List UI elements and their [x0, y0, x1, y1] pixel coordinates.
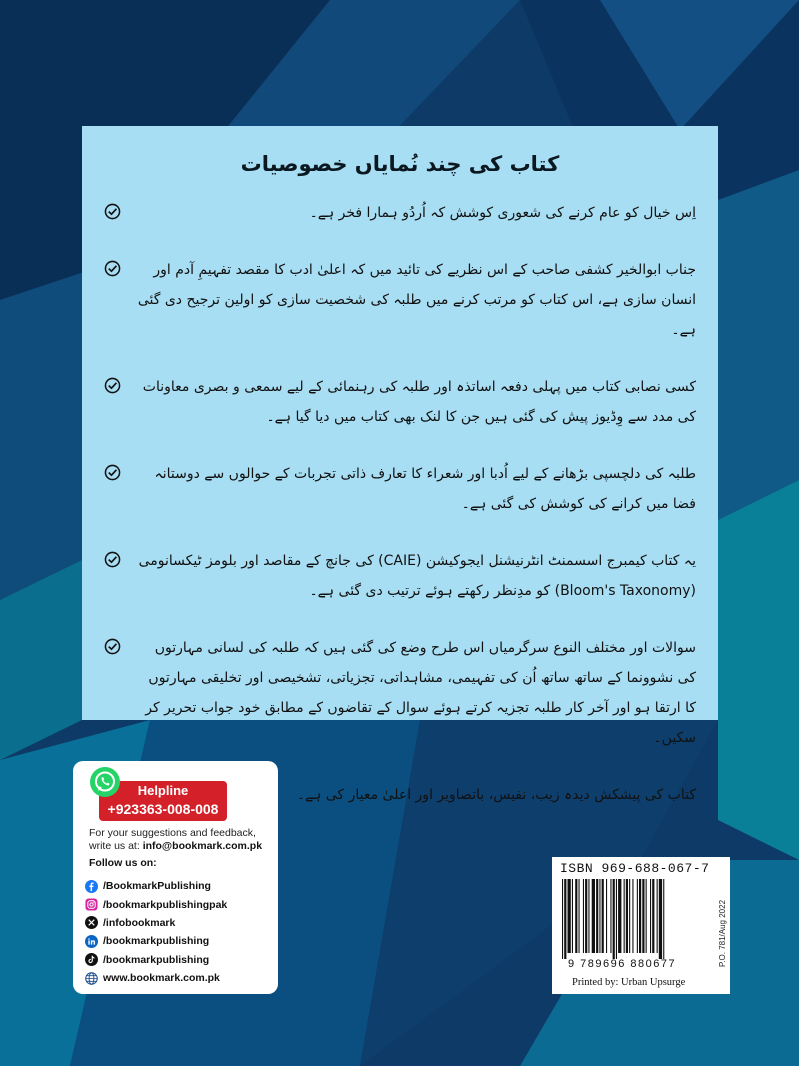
social-label: /bookmarkpublishing [103, 935, 210, 948]
barcode-bar [659, 879, 662, 959]
barcode-bar [610, 879, 611, 953]
social-label: /bookmarkpublishing [103, 953, 210, 966]
barcode-bar [632, 879, 633, 953]
barcode-bar [572, 879, 573, 953]
social-facebook[interactable] [85, 877, 227, 895]
feature-text: طلبہ کی دلچسپی بڑھانے کے لیے اُدبا اور شعراء کا تعارف ذاتی تجربات کے حوالوں سے دوستانہ فضا میں کرانے کی کوشش کی گئی ہے۔ [154, 466, 696, 512]
contact-box [73, 761, 278, 994]
tiktok-icon [85, 953, 98, 966]
barcode-bar [596, 879, 598, 953]
whatsapp-icon [89, 766, 121, 798]
feature-text: کسی نصابی کتاب میں پہلی دفعہ اساتذہ اور طلبہ کی رہنمائی کے لیے سمعی و بصری معاونات کی مدد سے وِڈیوز پیش کی گئی ہیں جن کا لنک بھی کتاب میں دیا گیا ہے۔ [142, 379, 696, 425]
barcode-bar [616, 879, 617, 959]
barcode-bar [618, 879, 621, 953]
feature-item [104, 633, 696, 753]
barcode-bar [585, 879, 587, 953]
social-label: www.bookmark.com.pk [103, 972, 220, 985]
x-icon [85, 916, 98, 929]
social-list [85, 877, 227, 987]
social-label: /BookmarkPublishing [103, 880, 211, 893]
feature-item [104, 459, 696, 519]
feature-text: اِس خیال کو عام کرنے کی شعوری کوشش کہ اُردُو ہمارا فخر ہے۔ [309, 205, 696, 221]
barcode-bar [626, 879, 628, 953]
barcode-bar [599, 879, 600, 953]
barcode-bar [663, 879, 664, 959]
barcode-bar [579, 879, 580, 953]
feature-item [104, 546, 696, 606]
barcode-bar [639, 879, 641, 953]
barcode-bar [583, 879, 584, 953]
feature-text: کتاب کی پیشکش دیدہ زیب، نفیس، باتصاویر اور اعلیٰ معیار کی ہے۔ [296, 787, 696, 803]
feature-item [104, 372, 696, 432]
facebook-icon [85, 880, 98, 893]
social-tiktok[interactable] [85, 951, 227, 969]
helpline-label: Helpline [137, 783, 189, 798]
isbn-digits: 9 789696 880677 [568, 958, 677, 970]
check-circle-icon [104, 638, 121, 655]
feedback-text [89, 827, 269, 853]
check-circle-icon [104, 260, 121, 277]
follow-label: Follow us on: [89, 857, 157, 869]
feature-text: سوالات اور مختلف النوع سرگرمیاں اس طرح وضع کی گئی ہیں کہ طلبہ کی لسانی مہارتوں کی نشوونما کے ساتھ ساتھ اُن کی تفہیمی، مشاہداتی، تجزیاتی، تشخیصی اور تخلیقی مہارتوں کا ارتقا ہو اور آخر کار طلبہ تجزیہ کرتے ہوئے سوال کے تقاضوں کے مطابق خود جواب تحریر کر سکیں۔ [145, 640, 696, 746]
social-label: /bookmarkpublishingpak [103, 898, 228, 911]
check-circle-icon [104, 203, 121, 220]
barcode-bar [588, 879, 589, 953]
barcode-bar [564, 879, 566, 959]
barcode-bar [592, 879, 595, 953]
features-list [104, 198, 696, 810]
barcode-icon [560, 879, 710, 959]
barcode-bar [575, 879, 577, 953]
printed-by: Printed by: Urban Upsurge [572, 977, 686, 988]
check-circle-icon [104, 377, 121, 394]
email-link[interactable]: info@bookmark.com.pk [142, 840, 263, 852]
feature-text: جناب ابوالخیر کشفی صاحب کے اس نظریے کی تائید میں کہ اعلیٰ ادب کا مقصد تفہیمِ آدم اور انسان سازی ہے، اس کتاب کو مرتب کرنے میں طلبہ کی شخصیت سازی کو اولین ترجیح دی گئی ہے۔ [137, 262, 696, 338]
panel-title: کتاب کی چند نُمایاں خصوصیات [240, 152, 560, 176]
po-number: P.O. 781/Aug 2022 [718, 899, 727, 967]
barcode-bar [624, 879, 625, 953]
feedback-prefix: write us at: [89, 840, 143, 852]
social-linkedin[interactable] [85, 932, 227, 950]
social-x[interactable] [85, 914, 227, 932]
linkedin-icon [85, 935, 98, 948]
barcode-bar [637, 879, 638, 953]
helpline-number[interactable]: +923363-008-008 [107, 801, 219, 817]
isbn-label: ISBN 969-688-067-7 [560, 861, 710, 876]
barcode-bar [642, 879, 644, 953]
social-label: /infobookmark [103, 916, 176, 929]
check-circle-icon [104, 551, 121, 568]
globe-icon [85, 972, 98, 985]
barcode-bar [629, 879, 630, 953]
barcode-bar [602, 879, 604, 953]
check-circle-icon [104, 464, 121, 481]
isbn-barcode-box [552, 857, 730, 994]
barcode-bar [562, 879, 563, 959]
instagram-icon [85, 898, 98, 911]
barcode-bar [606, 879, 607, 953]
feature-item [104, 255, 696, 345]
feature-item [104, 198, 696, 228]
barcode-bar [652, 879, 654, 953]
barcode-bar [657, 879, 658, 953]
barcode-bar [646, 879, 647, 953]
feedback-line: For your suggestions and feedback, [89, 827, 256, 839]
feature-text: یہ کتاب کیمبرج اسسمنٹ انٹرنیشنل ایجوکیشن (CAIE) کی جانچ کے مقاصد اور بلومز ٹیکسانومی (Bloom's Taxonomy) کو مدِنظر رکھتے ہوئے ترتیب دی گئی ہے۔ [138, 553, 696, 599]
barcode-bar [568, 879, 571, 953]
social-website[interactable] [85, 969, 227, 987]
barcode-bar [650, 879, 651, 953]
social-instagram[interactable] [85, 895, 227, 913]
barcode-bar [613, 879, 615, 959]
